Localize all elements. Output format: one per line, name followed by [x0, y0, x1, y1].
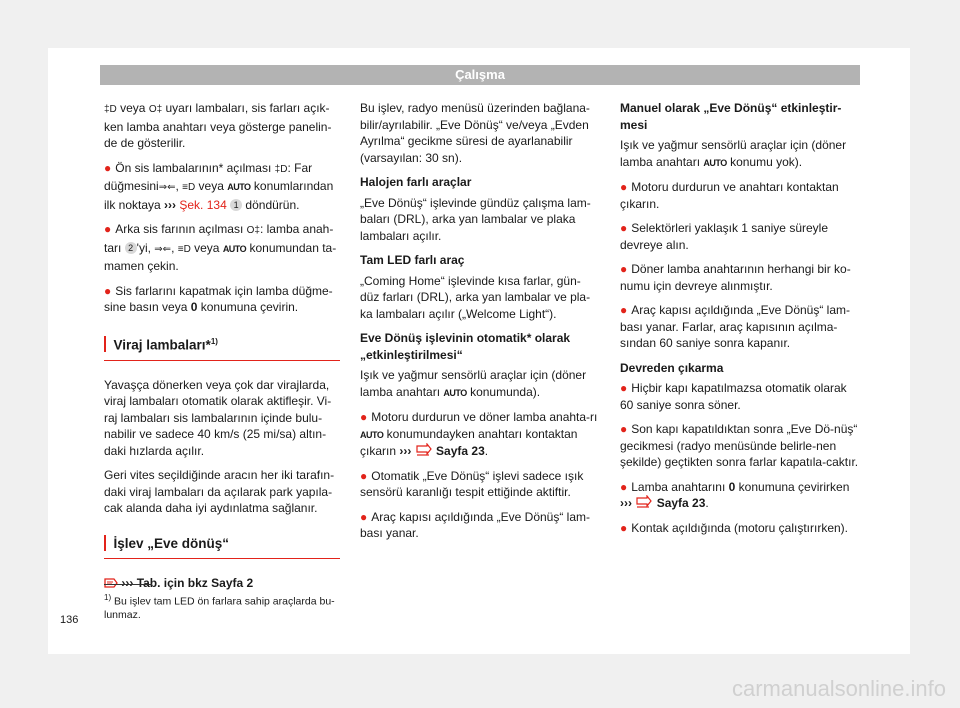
- paragraph: Geri vites seçildiğinde aracın her iki tarafın-daki viraj lambaları da açılarak park yapıla-cak alanda daha iyi aydınlatma sağlanır.: [104, 468, 335, 515]
- zero-symbol: 0: [190, 300, 198, 314]
- front-fog-lamp-icon: ‡D: [274, 163, 288, 175]
- bullet: ● Lamba anahtarını 0 konumuna çevirirken ››› Sayfa 23.: [620, 479, 850, 510]
- bullet: ● Motoru durdurun ve anahtarı kontaktan çıkarın.: [620, 180, 839, 211]
- paragraph: Bu işlev, radyo menüsü üzerinden bağlana-bilir/ayrılabilir. „Eve Dönüş“ ve/veya „Evden Ayrılma“ gecikme süresi de ayarlanabilir (varsayılan: 30 sn).: [360, 101, 590, 165]
- subheading: Tam LED farlı araç: [360, 253, 465, 267]
- auto-symbol: AUTO: [443, 387, 467, 398]
- section-heading-cornering-lights: Viraj lambaları*$^{1)}$: [104, 330, 340, 361]
- rear-fog-lamp-icon: O‡: [246, 225, 260, 236]
- bullet-icon: ●: [104, 222, 112, 236]
- low-beam-icon: ≡D: [177, 243, 191, 255]
- column-2: [360, 100, 600, 550]
- bullet-icon: ●: [104, 160, 112, 175]
- subheading: Halojen farlı araçlar: [360, 175, 472, 189]
- subheading: Manuel olarak „Eve Dönüş“ etkinleştir-mesi: [620, 101, 842, 132]
- footnote-divider: [104, 584, 152, 585]
- tab-reference: ››› Tab. için bkz Sayfa 2: [104, 575, 340, 592]
- bullet-fog-off: ● Sis farlarını kapatmak için lamba düğme-sine basın veya 0 konumuna çevirin.: [104, 283, 333, 314]
- table-reference-icon: [104, 577, 118, 589]
- bullet-icon: ●: [360, 509, 368, 524]
- bullet: ● Motoru durdurun ve döner lamba anahta-rı AUTO konumundayken anahtarı kontaktan çıkarın ››› Sayfa 23.: [360, 410, 598, 458]
- bullet-rear-fog: ● Arka sis farının açılması O‡: lamba anah-tarı 2 'yi, ⇒⇐, ≡D veya AUTO konumundan ta-mamen çekin.: [104, 222, 337, 273]
- bullet: ● Son kapı kapatıldıktan sonra „Eve Dö-nüş“ gecikmesi (radyo menüsünde belirle-nen şekilde) geçtikten sonra farlar kapatıla-caktır.: [620, 422, 859, 469]
- bullet-icon: ●: [620, 479, 628, 494]
- reference-arrows: ›››: [164, 197, 177, 212]
- paragraph: Yavaşça dönerken veya çok dar virajlarda, viraj lambaları otomatik olarak aktifleşir. Vi-raj lambaları sis lambalarının içinde bulu-nabilir ve sadece 40 km/s (25 mi/sa) altın-daki hızlarda açılır.: [104, 377, 332, 458]
- auto-symbol: AUTO: [222, 243, 247, 254]
- bullet-icon: ●: [620, 381, 628, 395]
- bullet-icon: ●: [104, 283, 112, 298]
- bullet: ● Araç kapısı açıldığında „Eve Dönüş“ lam-bası yanar.: [360, 509, 591, 540]
- bullet-icon: ●: [620, 180, 628, 194]
- page-link[interactable]: Sayfa 23: [656, 496, 706, 510]
- page-reference-icon: [635, 495, 653, 509]
- column-1: [104, 100, 340, 600]
- side-light-icon: ⇒⇐: [158, 182, 176, 193]
- subheading: Devreden çıkarma: [620, 360, 724, 375]
- page-number: 136: [60, 614, 79, 626]
- column-3: [620, 100, 860, 544]
- watermark: carmanualsonline.info: [731, 676, 946, 701]
- bullet-icon: ●: [620, 422, 628, 436]
- side-light-icon: ⇒⇐: [154, 243, 172, 255]
- page-link[interactable]: Sayfa 23: [436, 444, 485, 458]
- bullet-icon: ●: [620, 520, 628, 535]
- section-header-bar: Çalışma: [100, 65, 860, 85]
- bullet: ● Otomatik „Eve Dönüş“ işlevi sadece ışık sensörü karanlığı tespit ettiğinde aktiftir.: [360, 468, 584, 499]
- footnote: $^{1)}$ Bu işlev tam LED ön farlara sahip araçlarda bu-lunmaz.: [104, 593, 335, 621]
- paragraph: „Coming Home“ işlevinde kısa farlar, gün-düz farları (DRL), arka yan lambalar ve pla-ka lambaları açılır („Welcome Light“).: [360, 273, 591, 321]
- callout-number: 2: [125, 242, 137, 254]
- bullet-front-fog: ● Ön sis lambalarının* açılması ‡D: Far düğmesini⇒⇐, ≡D veya AUTO konumlarından ilk noktaya ››› Şek. 134 1 döndürün.: [104, 160, 334, 212]
- paragraph: Işık ve yağmur sensörlü araçlar için (döner lamba anahtarı AUTO konumu yok).: [620, 138, 847, 169]
- callout-number: 1: [230, 199, 242, 211]
- paragraph: Işık ve yağmur sensörlü araçlar için (döner lamba anahtarı AUTO konumunda).: [360, 368, 587, 399]
- subheading: Eve Dönüş işlevinin otomatik* olarak „etkinleştirilmesi“: [360, 331, 571, 362]
- bullet-icon: ●: [360, 468, 368, 483]
- bullet-icon: ●: [620, 221, 628, 235]
- paragraph: „Eve Dönüş“ işlevinde gündüz çalışma lam-baları (DRL), arka yan lambalar ve plaka lambaları açılır.: [360, 195, 591, 243]
- bullet-icon: ●: [620, 303, 628, 317]
- bullet-icon: ●: [360, 410, 368, 424]
- tab-link[interactable]: Tab. için bkz Sayfa 2: [136, 576, 254, 590]
- auto-symbol: AUTO: [360, 429, 384, 440]
- rear-fog-lamp-icon: O‡: [148, 104, 163, 115]
- auto-symbol: AUTO: [703, 157, 727, 168]
- zero-symbol: 0: [728, 479, 736, 494]
- section-heading-coming-home: İşlev „Eve dönüş“: [104, 531, 340, 560]
- front-fog-lamp-icon: ‡D: [104, 104, 117, 115]
- figure-link[interactable]: Şek. 134: [179, 197, 227, 212]
- bullet: ● Kontak açıldığında (motoru çalıştırırken).: [620, 520, 849, 535]
- bullet: ● Araç kapısı açıldığında „Eve Dönüş“ lam-bası yanar. Farlar, araç kapısının açılma-sından 60 saniye sonra kapanır.: [620, 303, 851, 350]
- bullet: ● Döner lamba anahtarının herhangi bir ko-numu için devreye alınmıştır.: [620, 262, 851, 293]
- bullet: ● Hiçbir kapı kapatılmazsa otomatik olarak 60 saniye sonra söner.: [620, 381, 847, 412]
- auto-symbol: AUTO: [227, 182, 251, 192]
- bullet-icon: ●: [620, 262, 628, 276]
- bullet: ● Selektörleri yaklaşık 1 saniye süreyle devreye alın.: [620, 221, 829, 252]
- intro-paragraph: ‡D veya O‡ uyarı lambaları, sis farları açık-ken lamba anahtarı veya gösterge panelin-de de gösterilir.: [104, 101, 332, 150]
- low-beam-icon: ≡D: [182, 182, 196, 193]
- page-reference-icon: [415, 443, 433, 457]
